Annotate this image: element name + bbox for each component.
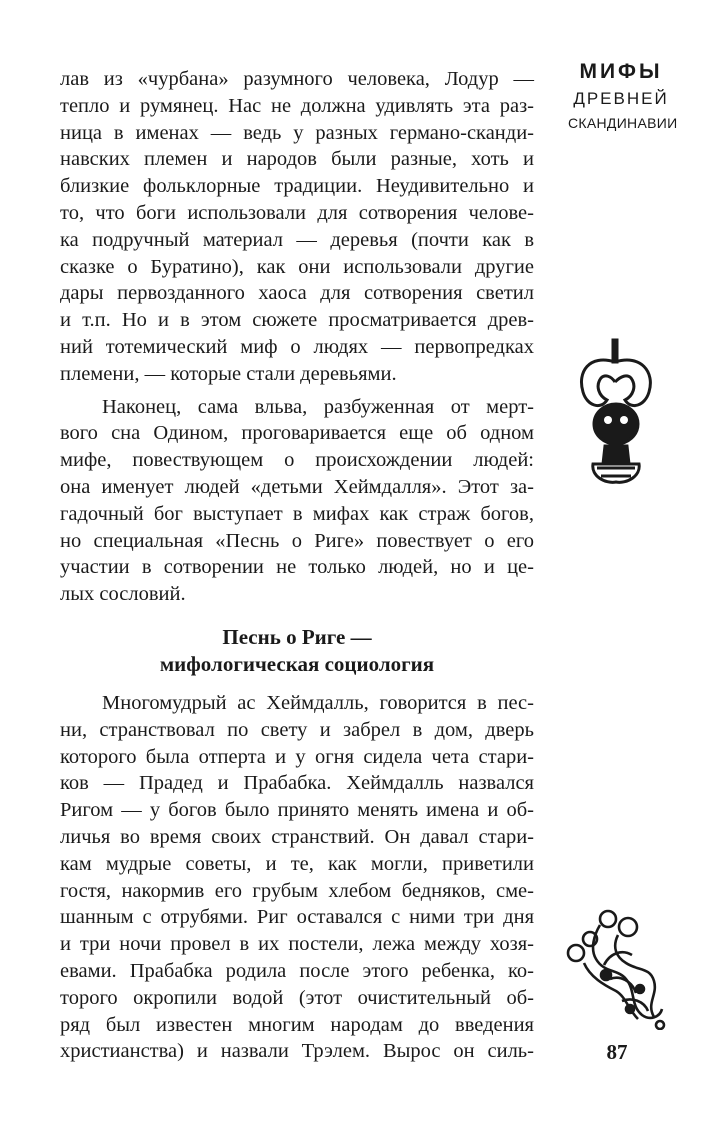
text-line: участии в сотворении не только людей, но и це- — [60, 556, 534, 579]
text-line: ряд был известен многим народам до введения — [60, 1013, 534, 1036]
text-line: личья во время своих странствий. Он давал стари- — [60, 825, 534, 848]
text-line: кам мудрые советы, и те, как могли, приветили — [60, 852, 534, 875]
text-line: племени, — которые стали деревьями. — [60, 362, 397, 385]
text-line: ни, странствовал по свету и забрел в дом, дверь — [60, 718, 534, 741]
text-line: то, что боги использовали для сотворения челове- — [60, 201, 534, 224]
text-line: Наконец, сама вльва, разбуженная от мерт- — [102, 395, 534, 418]
text-line: вого сна Одином, проговаривается еще об одном — [60, 422, 534, 445]
text-line: лых сословий. — [60, 583, 186, 606]
text-line: она именует людей «детьми Хеймдалля». Этот за- — [60, 475, 534, 498]
main-text-column — [60, 66, 534, 1065]
figurine-ornament-icon — [575, 336, 657, 488]
paragraph-2 — [60, 394, 534, 608]
running-head-line-1: МИФЫ — [579, 60, 663, 83]
section-heading-line-1: Песнь о Риге — — [222, 624, 372, 649]
running-head — [568, 58, 678, 134]
text-line: лав из «чурбана» разумного человека, Лодур — — [60, 68, 534, 90]
running-head-line-3: СКАНДИНАВИИ — [568, 115, 678, 131]
text-line: и три ночи провел в их постели, лежа между хозя- — [60, 933, 534, 956]
section-heading — [60, 624, 534, 678]
text-line: дары первозданного хаоса для сотворения светил — [60, 282, 534, 305]
running-head-line-2: ДРЕВНЕЙ — [573, 89, 669, 108]
text-line: ница в именах — ведь у разных германо-сканди- — [60, 121, 534, 144]
text-line: навских племен и народов были разные, хоть и — [60, 148, 534, 171]
text-line: гостя, накормив его грубым хлебом бедняков, сме- — [60, 879, 534, 902]
text-line: гадочный бог выступает в мифах как страж богов, — [60, 502, 534, 525]
page-number: 87 — [606, 1040, 628, 1064]
text-line: шанным с отрубями. Риг оставался с ними три дня — [60, 906, 534, 929]
text-line: сказке о Буратино), как они использовали другие — [60, 255, 534, 278]
text-line: но специальная «Песнь о Риге» повествует о его — [60, 529, 534, 552]
knotwork-ornament-icon — [560, 905, 670, 1030]
text-line: ков — Прадед и Прабабка. Хеймдалль назвался — [60, 772, 534, 795]
section-heading-line-2: мифологическая социология — [159, 651, 435, 676]
paragraph-1 — [60, 66, 534, 388]
text-line: торого окропили водой (этот очистительный об- — [60, 986, 534, 1009]
text-line: Многомудрый ас Хеймдалль, говорится в пес- — [102, 691, 534, 714]
paragraph-3 — [60, 690, 534, 1065]
text-line: и т.п. Но и в этом сюжете просматривается древ- — [60, 309, 534, 332]
text-line: Ригом — у богов было принято менять имена и об- — [60, 799, 534, 822]
text-line: близкие фольклорные традиции. Неудивительно и — [60, 175, 534, 198]
text-line: христианства) и назвали Трэлем. Вырос он силь- — [60, 1040, 534, 1063]
text-line: ка подручный материал — деревья (почти как в — [60, 228, 534, 251]
text-line: мифе, повествующем о происхождении людей: — [60, 449, 534, 472]
text-line: тепло и румянец. Нас не должна удивлять эта раз- — [60, 94, 534, 117]
text-line: которого была отперта и у огня сидела чета стари- — [60, 745, 534, 768]
text-line: евами. Прабабка родила после этого ребенка, ко- — [60, 959, 534, 982]
text-line: ний тотемический миф о людях — первопредках — [60, 335, 534, 358]
